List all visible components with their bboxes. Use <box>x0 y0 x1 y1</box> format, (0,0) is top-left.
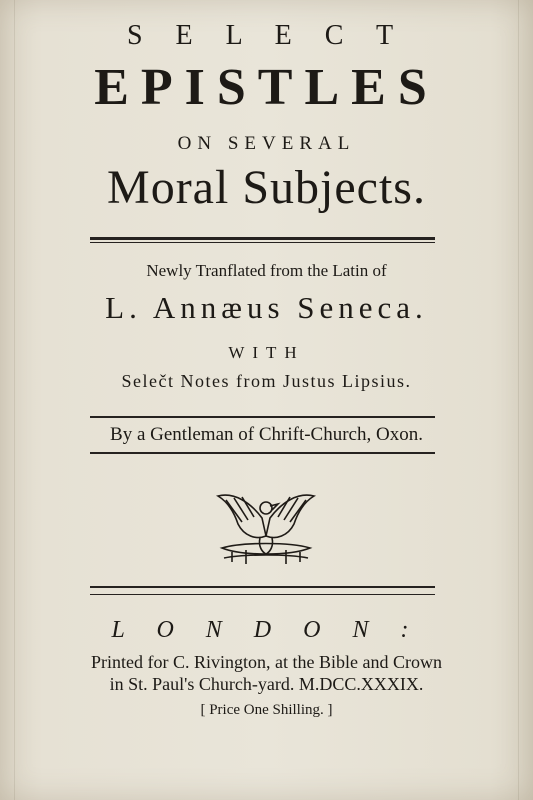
title-line-epistles: EPISTLES <box>94 59 439 116</box>
author-line: L. Annæus Seneca. <box>105 290 428 325</box>
rule-upper-imprint <box>90 586 435 588</box>
rule-thin <box>90 242 435 243</box>
with-line: WITH <box>228 343 305 362</box>
rule-upper-translator <box>90 416 435 418</box>
title-line-on-several: ON SEVERAL <box>177 133 356 154</box>
rule-lower-imprint <box>90 594 435 595</box>
imprint-place: L O N D O N : <box>111 617 422 643</box>
notes-line: Selečt Notes from Justus Lipsius. <box>121 371 412 391</box>
printer-line-2: in St. Paul's Church-yard. M.DCC.XXXIX. <box>109 674 424 694</box>
translated-line: Newly Tranflated from the Latin of <box>146 261 387 280</box>
translator-line: By a Gentleman of Chrift-Church, Oxon. <box>110 424 423 445</box>
rule-lower-translator <box>90 452 435 454</box>
title-line-select: S E L E C T <box>126 20 407 51</box>
price-line: [ Price One Shilling. ] <box>200 702 333 718</box>
rule-thick <box>90 237 435 240</box>
printer-line-1: Printed for C. Rivington, at the Bible and Crown <box>91 652 442 672</box>
eagle-vignette <box>212 484 320 568</box>
title-line-moral-subjects: Moral Subjects. <box>107 161 426 214</box>
